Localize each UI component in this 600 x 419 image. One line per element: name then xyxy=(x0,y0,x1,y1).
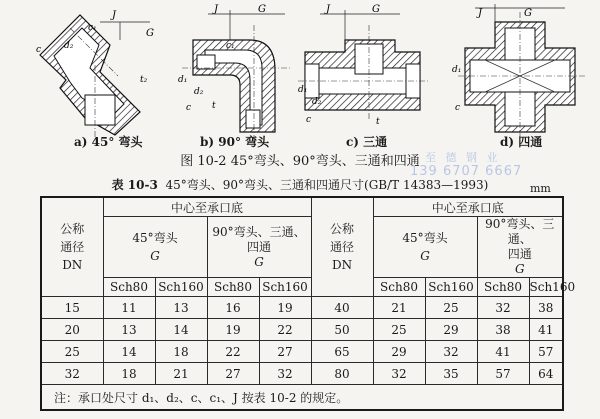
table-title xyxy=(0,176,600,193)
watermark-company: 至 德 钢 业 xyxy=(425,151,501,164)
value-cell: 21 xyxy=(373,297,425,319)
dn-cell: 15 xyxy=(41,297,103,319)
value-cell: 32 xyxy=(477,297,529,319)
dim-j-label: J xyxy=(214,4,219,15)
dim-j-label: J xyxy=(478,8,483,19)
dim-t-label: t xyxy=(376,117,380,127)
caption-45-elbow: a) 45° 弯头 xyxy=(74,135,143,149)
col-45-header xyxy=(373,217,477,278)
unit-label: mm xyxy=(530,182,551,195)
value-cell: 25 xyxy=(425,297,477,319)
dn-cell: 25 xyxy=(41,341,103,363)
dn-cell: 50 xyxy=(311,319,373,341)
dim-g-label: G xyxy=(258,4,266,15)
value-cell: 32 xyxy=(259,363,311,385)
value-cell: 27 xyxy=(259,341,311,363)
dim-t-label: t xyxy=(212,101,216,111)
dn-cell: 32 xyxy=(41,363,103,385)
value-cell: 25 xyxy=(373,319,425,341)
value-cell: 13 xyxy=(103,319,155,341)
cross-drawing xyxy=(452,4,585,142)
sch-header: Sch80 xyxy=(207,278,259,297)
value-cell: 38 xyxy=(477,319,529,341)
value-cell: 14 xyxy=(155,319,207,341)
col-header-line: 45°弯头 xyxy=(402,231,448,245)
dn-cell: 20 xyxy=(41,319,103,341)
col-header-line: 四通 xyxy=(507,247,532,261)
dn-header-line: 公称 xyxy=(60,222,85,236)
dim-c1-label: c₁ xyxy=(226,41,235,51)
elbow-45-drawing xyxy=(36,10,154,140)
dn-header xyxy=(41,197,103,297)
value-cell: 41 xyxy=(529,319,563,341)
sch-header: Sch80 xyxy=(103,278,155,297)
caption-tee: c) 三通 xyxy=(346,135,388,149)
value-cell: 21 xyxy=(155,363,207,385)
value-cell: 11 xyxy=(103,297,155,319)
watermark-phone: 139 6707 6667 xyxy=(410,164,523,179)
col-header-line: G xyxy=(420,249,430,263)
col-90-header xyxy=(207,217,311,278)
dimension-table xyxy=(40,196,576,411)
sch-header: Sch80 xyxy=(373,278,425,297)
tee-drawing xyxy=(298,4,430,127)
value-cell: 18 xyxy=(103,363,155,385)
value-cell: 57 xyxy=(477,363,529,385)
value-cell: 22 xyxy=(259,319,311,341)
sch-header: Sch160 xyxy=(155,278,207,297)
dim-j-label: J xyxy=(112,10,117,21)
dim-c-label: c xyxy=(306,115,312,125)
dn-header xyxy=(311,197,373,297)
col-header-line: 45°弯头 xyxy=(132,231,178,245)
dim-c1-label: c₁ xyxy=(88,23,97,33)
value-cell: 19 xyxy=(259,297,311,319)
table-row xyxy=(41,341,563,363)
sch-header: Sch160 xyxy=(259,278,311,297)
col-90-header xyxy=(477,217,563,278)
caption-90-elbow: b) 90° 弯头 xyxy=(200,135,270,149)
dn-cell: 65 xyxy=(311,341,373,363)
dim-c-label: c xyxy=(455,103,461,113)
col-header-line: 四通 xyxy=(247,239,272,254)
elbow-90-drawing xyxy=(178,4,290,145)
col-header-line: G xyxy=(150,249,160,263)
table-row xyxy=(41,363,563,385)
dn-header-line: DN xyxy=(331,258,353,272)
value-cell: 32 xyxy=(373,363,425,385)
caption-cross: d) 四通 xyxy=(500,135,543,149)
dim-d2-label: d₂ xyxy=(64,41,74,51)
table-row xyxy=(41,297,563,319)
col-header-line: G xyxy=(254,254,264,269)
dn-header-line: 通径 xyxy=(330,240,355,254)
value-cell: 27 xyxy=(207,363,259,385)
col-header-line: 90°弯头、三通、 xyxy=(485,217,555,246)
table-note: 注：承口处尺寸 d₁、d₂、c、c₁、J 按表 10-2 的规定。 xyxy=(41,385,563,411)
group-header: 中心至承口底 xyxy=(103,197,311,217)
col-header-line: 90°弯头、三通、 xyxy=(212,224,306,239)
value-cell: 29 xyxy=(373,341,425,363)
value-cell: 19 xyxy=(207,319,259,341)
value-cell: 35 xyxy=(425,363,477,385)
dim-t2-label: t₂ xyxy=(140,75,148,85)
figure-title: 图 10-2 45°弯头、90°弯头、三通和四通 xyxy=(180,154,420,169)
value-cell: 38 xyxy=(529,297,563,319)
dn-cell: 40 xyxy=(311,297,373,319)
dn-header-line: DN xyxy=(62,258,83,272)
value-cell: 14 xyxy=(103,341,155,363)
dim-g-label: G xyxy=(372,4,380,15)
dn-header-line: 通径 xyxy=(60,240,85,254)
dim-d2-label: d₂ xyxy=(312,97,322,107)
value-cell: 41 xyxy=(477,341,529,363)
dn-header-line: 公称 xyxy=(330,222,355,236)
group-header: 中心至承口底 xyxy=(373,197,563,217)
dim-d2-label: d₂ xyxy=(194,87,204,97)
value-cell: 22 xyxy=(207,341,259,363)
value-cell: 18 xyxy=(155,341,207,363)
dim-c-label: c xyxy=(186,103,192,113)
dim-g-label: G xyxy=(524,8,532,19)
col-header-line: G xyxy=(514,262,525,276)
table-number: 表 10-3 xyxy=(111,178,158,192)
table-title-text: 45°弯头、90°弯头、三通和四通尺寸(GB/T 14383—1993) xyxy=(165,178,489,192)
dim-g-label: G xyxy=(146,28,154,39)
value-cell: 57 xyxy=(529,341,563,363)
sch-header: Sch160 xyxy=(425,278,477,297)
dim-d1-label: d₁ xyxy=(452,65,462,75)
value-cell: 64 xyxy=(529,363,563,385)
value-cell: 32 xyxy=(425,341,477,363)
dim-c-label: c xyxy=(36,45,42,55)
dn-cell: 80 xyxy=(311,363,373,385)
sch-header: Sch80 xyxy=(477,278,529,297)
table-row xyxy=(41,319,563,341)
value-cell: 29 xyxy=(425,319,477,341)
dim-j-label: J xyxy=(326,4,331,15)
dim-d1-label: d₁ xyxy=(178,75,188,85)
value-cell: 16 xyxy=(207,297,259,319)
sch-header: Sch160 xyxy=(529,278,563,297)
col-45-header xyxy=(103,217,207,278)
dim-d1-label: d₁ xyxy=(298,85,308,95)
value-cell: 13 xyxy=(155,297,207,319)
